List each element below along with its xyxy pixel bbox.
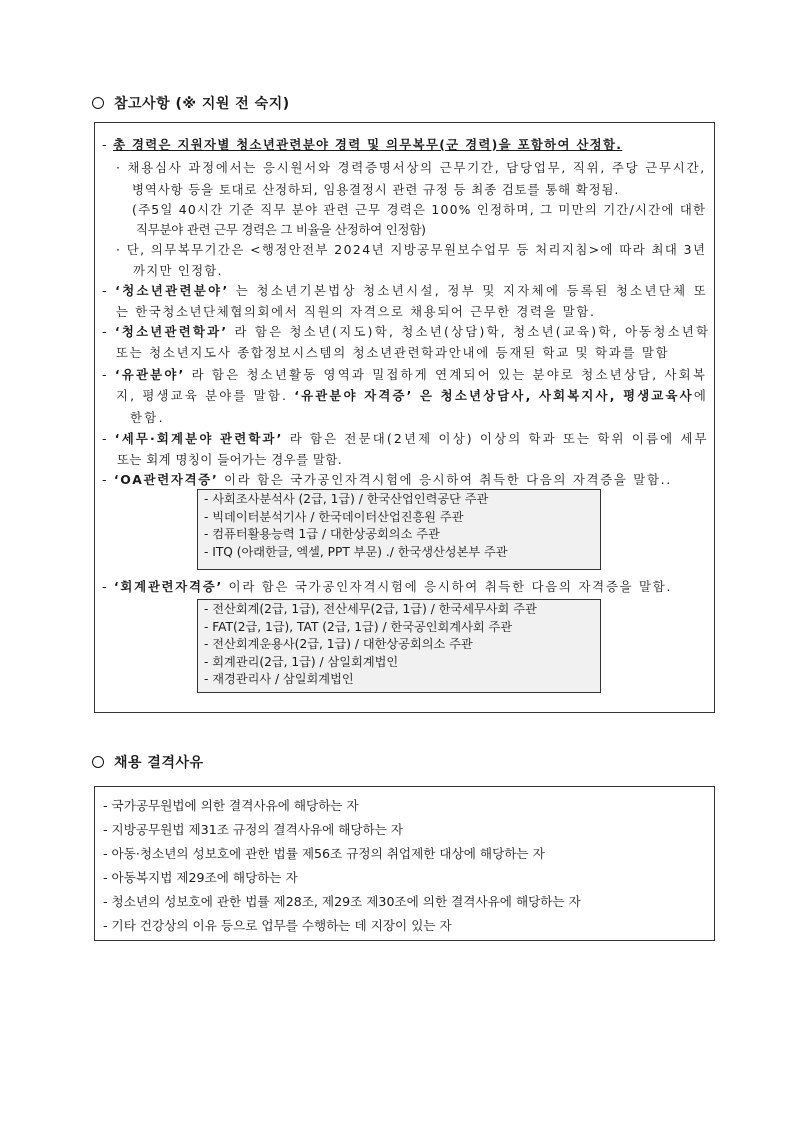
disqualification-item: - 지방공무원법 제31조 규정의 결격사유에 해당하는 자	[103, 822, 404, 837]
section-title-notes	[92, 93, 290, 113]
section-title-disqualification	[92, 752, 204, 772]
disqualification-item: - 아동복지법 제29조에 해당하는 자	[103, 870, 298, 885]
notes-line	[133, 263, 223, 279]
notes-line	[136, 222, 426, 238]
acc-cert-item: - FAT(2급, 1급), TAT (2급, 1급) / 한국공인회계사회 주관	[204, 619, 513, 634]
notes-line-segment: 이라 함은 국가공인자격시험에 응시하여 취득한 다음의 자격증을 말함.	[222, 579, 673, 594]
section-title-text: 채용 결격사유	[114, 755, 204, 771]
disqualification-item: - 아동·청소년의 성보호에 관한 법률 제56조 규정의 취업제한 대상에 해당하는 자	[103, 846, 545, 861]
notes-line-segment: 또는 회계 명칭이 들어가는 경우를 말함.	[117, 452, 343, 467]
oa-cert-item: - 빅데이터분석기사 / 한국데이터산업진흥원 주관	[204, 509, 464, 524]
notes-line	[117, 452, 342, 468]
notes-line	[116, 304, 596, 320]
notes-line	[132, 202, 706, 218]
notes-line-segment: 라 함은 전문대(2년제 이상) 이상의 학과 또는 학위 이름에 세무	[283, 431, 709, 446]
notes-line	[102, 579, 672, 595]
notes-line-segment: -	[102, 324, 115, 339]
acc-cert-item: - 재경관리사 / 삼일회계법인	[204, 672, 354, 686]
notes-line	[130, 410, 165, 426]
notes-line-segment: ‘청소년관련학과’	[114, 324, 229, 339]
notes-line-segment: ‘청소년관련분야’	[115, 283, 230, 298]
disqualification-item: - 청소년의 성보호에 관한 법률 제28조, 제29조 제30조에 의한 결격사유에 해당하는 자	[103, 894, 581, 909]
accounting-cert-box	[197, 599, 601, 693]
notes-line	[102, 283, 708, 299]
notes-line	[116, 242, 706, 258]
disqualification-item: - 기타 건강상의 이유 등으로 업무를 수행하는 데 지장이 있는 자	[103, 918, 452, 933]
circle-bullet-icon	[92, 756, 104, 768]
notes-line	[102, 472, 672, 488]
notes-line	[102, 137, 622, 153]
notes-line-segment: 또는 청소년지도사 종합정보시스템의 청소년관련학과안내에 등재된 학교 및 학과를 말함	[116, 345, 670, 360]
notes-line-segment: 라 함은 청소년활동 영역과 밀접하게 연계되어 있는 분야로 청소년상담, 사회복	[185, 367, 708, 382]
notes-line-segment: ‘유관분야 자격증’ 은 청소년상담사, 사회복지사, 평생교육사	[294, 388, 694, 403]
notes-line-segment: -	[102, 137, 114, 152]
section-title-text: 참고사항 (※ 지원 전 숙지)	[114, 96, 290, 112]
notes-line	[102, 431, 709, 447]
notes-line-segment: 라 함은 청소년(지도)학, 청소년(상담)학, 청소년(교육)학, 아동청소년학	[228, 324, 711, 339]
notes-line-segment: -	[102, 283, 116, 298]
oa-cert-item: - ITQ (아래한글, 엑셀, PPT 부문) ./ 한국생산성본부 주관	[204, 544, 508, 559]
notes-line-segment: ‘OA관련자격증’	[113, 472, 219, 487]
notes-line	[132, 182, 619, 198]
notes-line-segment: · 채용심사 과정에서는 응시원서와 경력증명서상의 근무기간, 담당업무, 직위, 주당 근무시간,	[116, 160, 707, 175]
notes-line-segment: 병역사항 등을 토대로 산정하되, 임용결정시 관련 규정 등 최종 검토를 통해 확정됨.	[132, 182, 620, 197]
notes-line-segment: 는 한국청소년단체협의회에서 직원의 자격으로 채용되어 근무한 경력을 말함.	[116, 304, 596, 319]
notes-line	[116, 388, 708, 404]
disqualification-item: - 국가공무원법에 의한 결격사유에 해당하는 자	[103, 798, 359, 813]
notes-line-segment: 한함.	[130, 410, 165, 425]
notes-line-segment: -	[102, 472, 114, 487]
notes-line-segment: (주5일 40시간 기준 직무 분야 관련 근무 경력은 100% 인정하며, 그 미만의 기간/시간에 대한	[132, 202, 707, 217]
notes-line-segment: 에	[693, 388, 708, 403]
notes-line-segment: 지, 평생교육 분야를 말함.	[116, 388, 295, 403]
notes-line-segment: 직무분야 관련 근무 경력은 그 비율을 산정하여 인정함)	[136, 222, 426, 237]
acc-cert-item: - 회계관리(2급, 1급) / 삼일회계법인	[204, 654, 399, 669]
acc-cert-item: - 전산회계(2급, 1급), 전산세무(2급, 1급) / 한국세무사회 주관	[204, 602, 537, 616]
notes-line-segment: -	[102, 367, 115, 382]
notes-line-segment: ‘회계관련자격증’	[113, 579, 223, 594]
notes-line-segment: 는 청소년기본법상 청소년시설, 정부 및 지자체에 등록된 청소년단체 또	[229, 283, 709, 298]
notes-line-segment: 까지만 인정함.	[133, 263, 223, 278]
notes-line-segment: -	[102, 579, 114, 594]
circle-bullet-icon	[92, 97, 104, 109]
notes-line-segment: 이라 함은 국가공인자격시험에 응시하여 취득한 다음의 자격증을 말함..	[218, 472, 672, 487]
notes-line	[116, 160, 706, 176]
oa-cert-box	[197, 489, 601, 570]
acc-cert-item: - 전산회계운용사(2급, 1급) / 대한상공회의소 주관	[204, 637, 473, 651]
notes-line-segment: 총 경력은 지원자별 청소년관련분야 경력 및 의무복무(군 경력)을 포함하여 산정함.	[113, 137, 623, 152]
notes-line-segment: ‘유관분야’	[114, 367, 186, 382]
notes-line	[116, 345, 669, 361]
oa-cert-item: - 컴퓨터활용능력 1급 / 대한상공회의소 주관	[204, 527, 440, 541]
notes-line-segment: -	[102, 431, 115, 446]
notes-line-segment: · 단, 의무복무기간은 <행정안전부 2024년 지방공무원보수업무 등 처리지침>에 따라 최대 3년	[116, 242, 707, 257]
oa-cert-item: - 사회조사분석사 (2급, 1급) / 한국산업인력공단 주관	[204, 492, 489, 506]
notes-line	[102, 367, 707, 383]
notes-line	[102, 324, 710, 340]
notes-line-segment: ‘세무·회계분야 관련학과’	[114, 431, 284, 446]
